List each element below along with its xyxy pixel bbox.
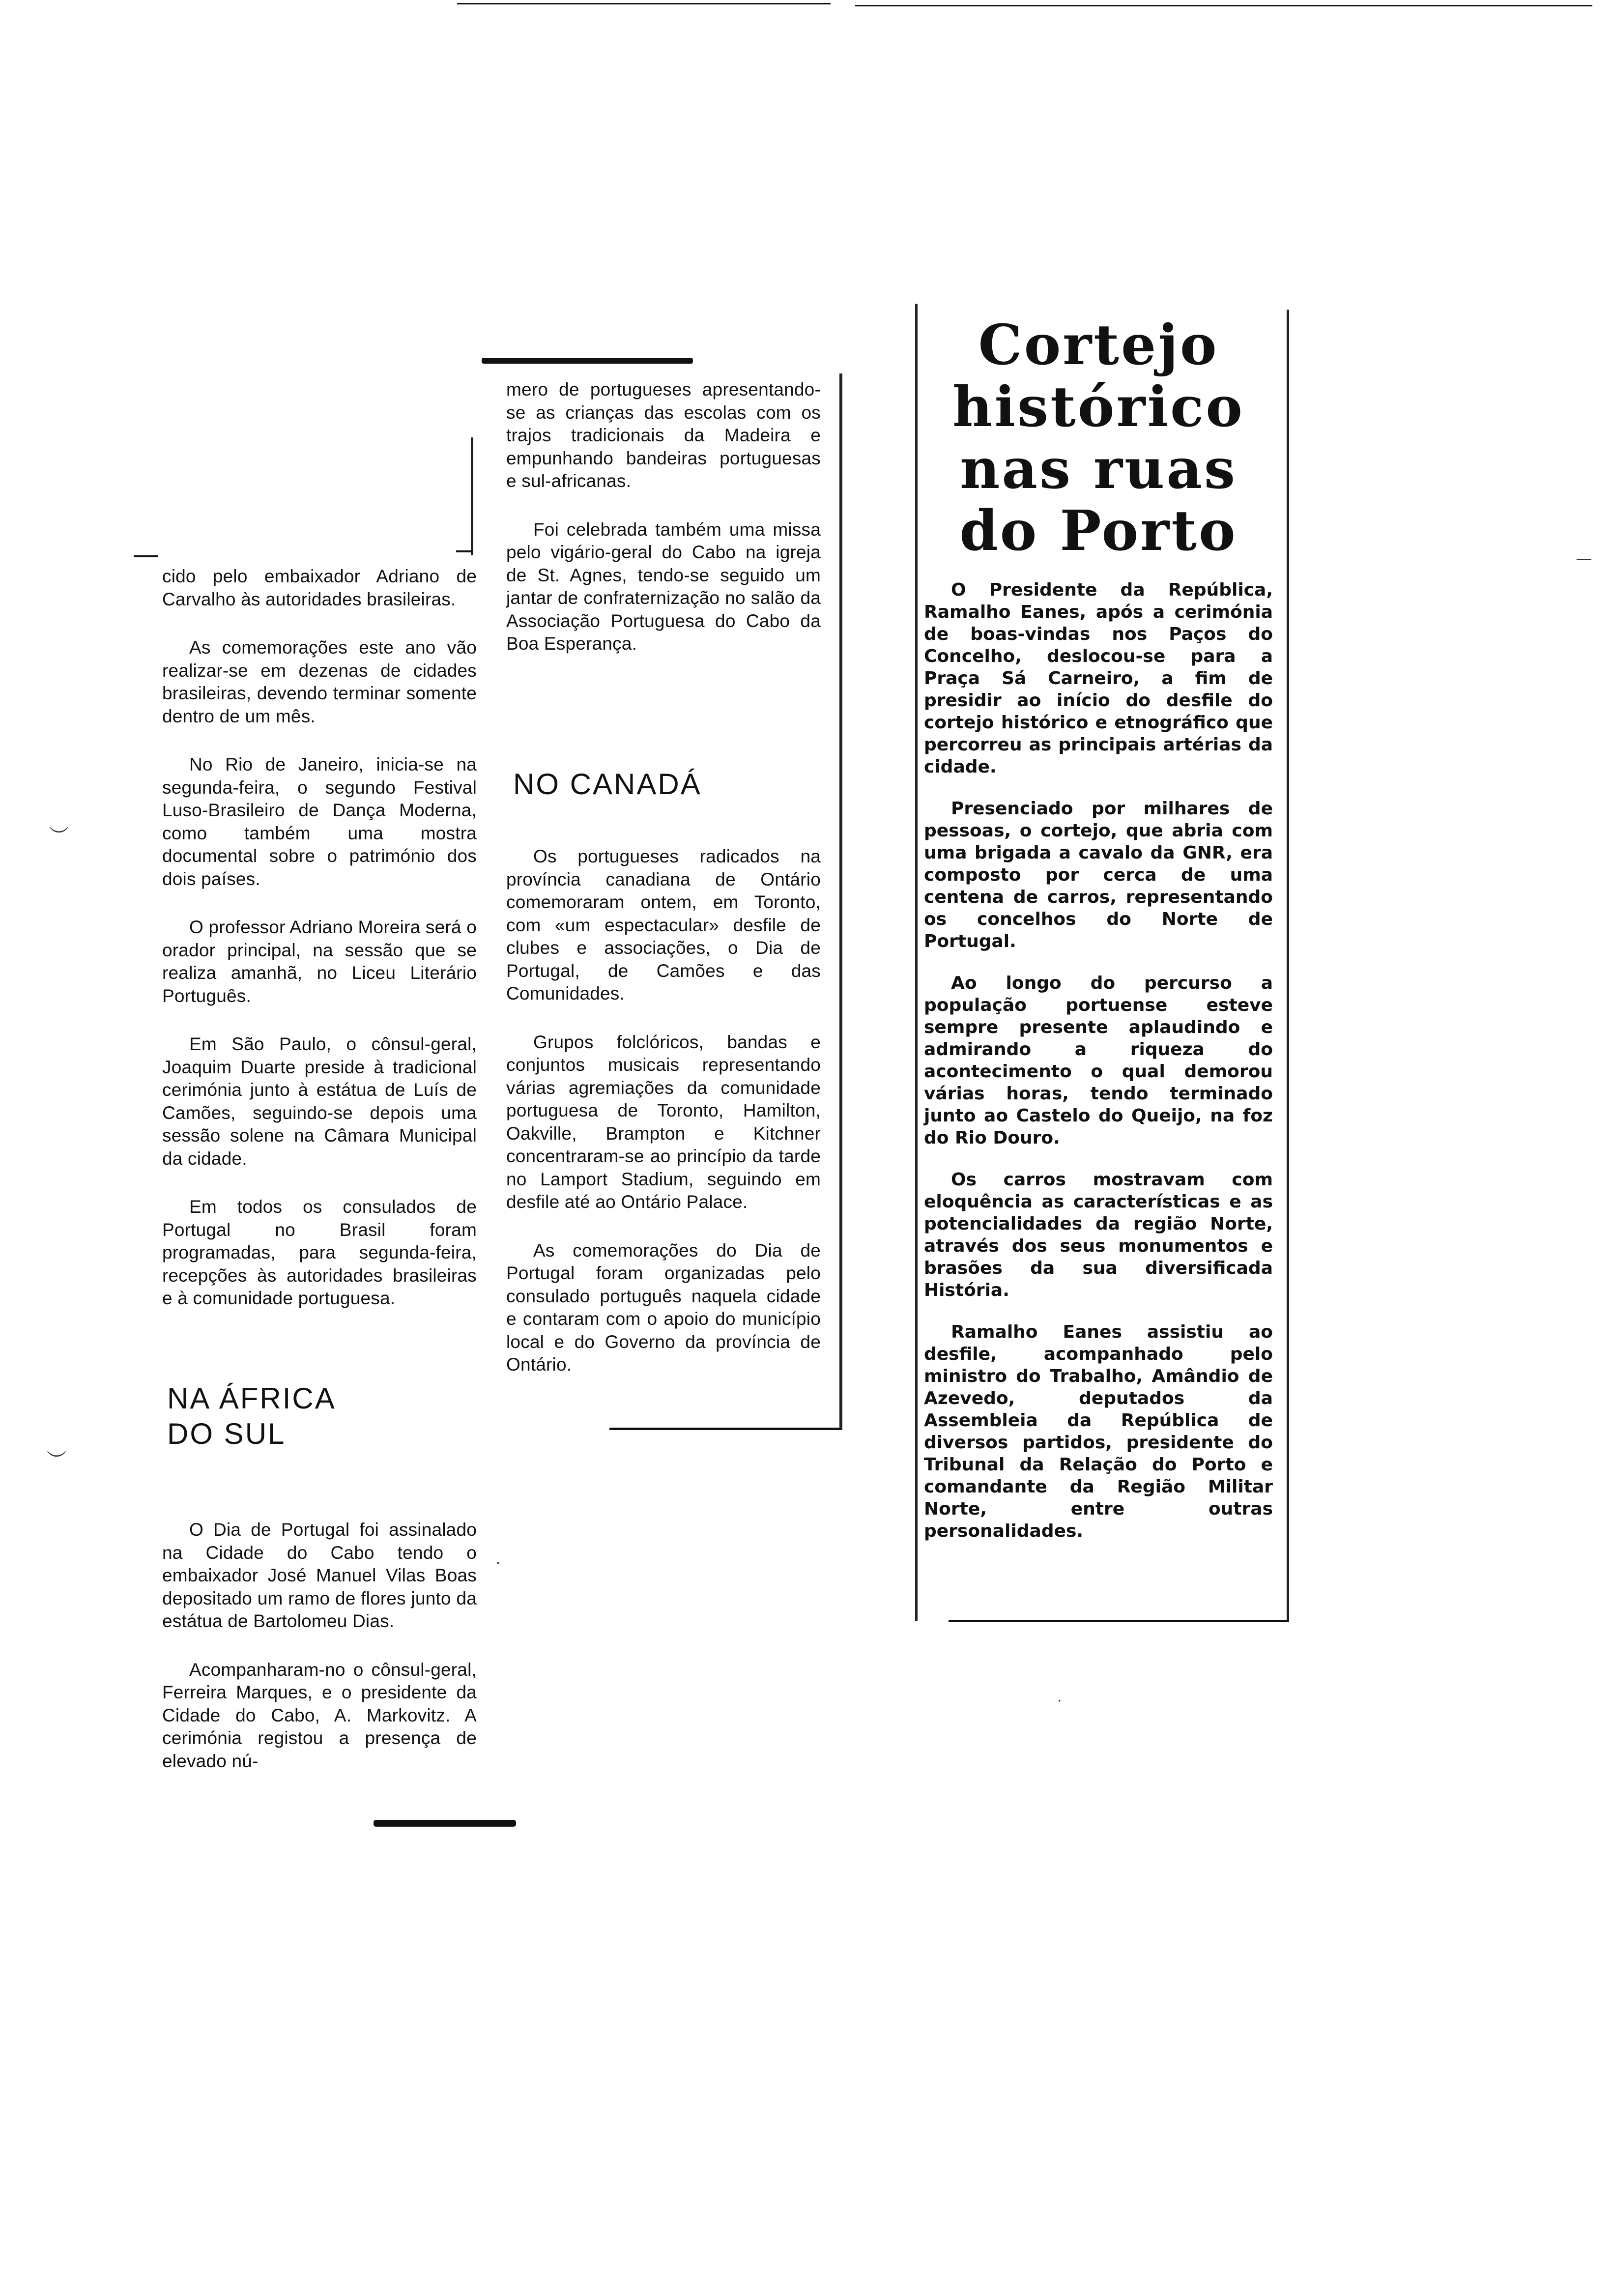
porto-paragraph-4: Os carros mostravam com eloquência as características e as potencialidades da região Norte, através dos seus monumentos e brasões da sua diversificada História. bbox=[924, 1170, 1273, 1300]
middle-column bbox=[506, 378, 821, 681]
porto-left-border bbox=[915, 304, 918, 1621]
left-column-corner-mark bbox=[456, 550, 473, 552]
left-margin-hole-mark-upper: ︶ bbox=[49, 826, 69, 847]
middle-paragraph-2: Foi celebrada também uma missa pelo vigário-geral do Cabo na igreja de St. Agnes, tendo-se seguido um jantar de confraternização no salão da Associação Portuguesa do Cabo da Boa Esperança. bbox=[506, 519, 821, 654]
porto-paragraph-1: O Presidente da República, Ramalho Eanes, após a cerimónia de boas-vindas nos Paços do Concelho, deslocou-se para a Praça Sá Carneiro, a fim de presidir ao início do desfile do cortejo histórico e etnográfico que percorreu as principais artérias da cidade. bbox=[924, 580, 1273, 777]
middle-column-top-rule bbox=[482, 358, 693, 364]
right-margin-dash: — bbox=[1577, 550, 1591, 567]
porto-right-border bbox=[1287, 310, 1289, 1622]
middle-column-right-border bbox=[839, 373, 842, 1430]
scan-top-rule-left bbox=[457, 3, 831, 4]
left-column-right-border bbox=[471, 437, 473, 555]
porto-title-line-3: nas ruas bbox=[959, 437, 1238, 501]
left-column-bottom-rule bbox=[374, 1820, 516, 1827]
canada-paragraph-2: Grupos folclóricos, bandas e conjuntos musicais representando várias agremiações da comunidade portuguesa de Toronto, Hamilton, Oakville, Brampton e Kitchner concentraram-se ao princípio da tarde no Lamport Stadium, seguindo em desfile até ao Ontário Palace. bbox=[506, 1032, 821, 1212]
porto-paragraph-2: Presenciado por milhares de pessoas, o cortejo, que abria com uma brigada a cavalo da GNR, era composto por cerca de uma centena de carros, representando os concelhos do Norte de Portugal. bbox=[924, 799, 1273, 951]
canada-paragraph-1: Os portugueses radicados na província canadiana de Ontário comemoraram ontem, em Toronto, com «um espectacular» desfile de clubes e associações, o Dia de Portugal, de Camões e das Comunidades. bbox=[506, 846, 821, 1004]
left-margin-hole-mark-lower: ︶ bbox=[47, 1450, 66, 1471]
scan-speck-1: · bbox=[495, 1553, 501, 1572]
scan-top-rule-right bbox=[855, 5, 1592, 6]
heading-africa-do-sul: NA ÁFRICA DO SUL bbox=[167, 1382, 335, 1450]
left-paragraph-4: O professor Adriano Moreira será o orador principal, na sessão que se realiza amanhã, no Liceu Literário Português. bbox=[162, 917, 477, 1006]
left-paragraph-2: As comemorações este ano vão realizar-se em dezenas de cidades brasileiras, devendo terminar somente dentro de um mês. bbox=[162, 637, 477, 726]
porto-title-line-2: histórico bbox=[952, 375, 1244, 439]
heading-no-canada: NO CANADÁ bbox=[513, 768, 702, 801]
canada-paragraph-3: As comemorações do Dia de Portugal foram organizadas pelo consulado português naquela cidade e contaram com o apoio do município local e do Governo da província de Ontário. bbox=[506, 1240, 821, 1375]
porto-title-line-1: Cortejo bbox=[978, 313, 1219, 377]
porto-paragraph-5: Ramalho Eanes assistiu ao desfile, acompanhado pelo ministro do Trabalho, Amândio de Azevedo, deputados da Assembleia da República de diversos partidos, presidente do Tribunal da Relação do Porto e comandante da Região Militar Norte, entre outras personalidades. bbox=[924, 1322, 1273, 1541]
porto-title bbox=[924, 315, 1273, 562]
left-paragraph-6: Em todos os consulados de Portugal no Brasil foram programadas, para segunda-feira, recepções às autoridades brasileiras e à comunidade portuguesa. bbox=[162, 1197, 477, 1308]
africa-paragraph-1: O Dia de Portugal foi assinalado na Cidade do Cabo tendo o embaixador José Manuel Vilas Boas depositado um ramo de flores junto da estátua de Bartolomeu Dias. bbox=[162, 1520, 477, 1631]
porto-paragraph-3: Ao longo do percurso a população portuense esteve sempre presente aplaudindo e admirando a riqueza do acontecimento o qual demorou várias horas, tendo terminado junto ao Castelo do Queijo, na foz do Rio Douro. bbox=[924, 973, 1273, 1148]
africa-paragraph-2: Acompanharam-no o cônsul-geral, Ferreira Marques, e o presidente da Cidade do Cabo, A. Markovitz. A cerimónia registou a presença de elevado nú- bbox=[162, 1659, 477, 1771]
left-paragraph-5: Em São Paulo, o cônsul-geral, Joaquim Duarte preside à tradicional cerimónia junto à estátua de Luís de Camões, seguindo-se depois uma sessão solene na Câmara Municipal da cidade. bbox=[162, 1034, 477, 1169]
left-column bbox=[162, 565, 477, 1336]
porto-title-line-4: do Porto bbox=[959, 499, 1238, 563]
porto-article bbox=[924, 315, 1273, 1562]
middle-column-bottom-rule bbox=[609, 1428, 841, 1430]
porto-bottom-rule bbox=[949, 1620, 1289, 1622]
left-column-africa bbox=[162, 1519, 477, 1798]
left-paragraph-1: cido pelo embaixador Adriano de Carvalho às autoridades brasileiras. bbox=[162, 566, 477, 609]
left-margin-dash bbox=[134, 555, 158, 557]
middle-column-canada bbox=[506, 845, 821, 1402]
left-paragraph-3: No Rio de Janeiro, inicia-se na segunda-feira, o segundo Festival Luso-Brasileiro de Dança Moderna, como também uma mostra documental sobre o património dos dois países. bbox=[162, 754, 477, 889]
scan-speck-2: · bbox=[1057, 1691, 1063, 1709]
middle-paragraph-1: mero de portugueses apresentando-se as crianças das escolas com os trajos tradicionais da Madeira e empunhando bandeiras portuguesas e sul-africanas. bbox=[506, 379, 821, 491]
